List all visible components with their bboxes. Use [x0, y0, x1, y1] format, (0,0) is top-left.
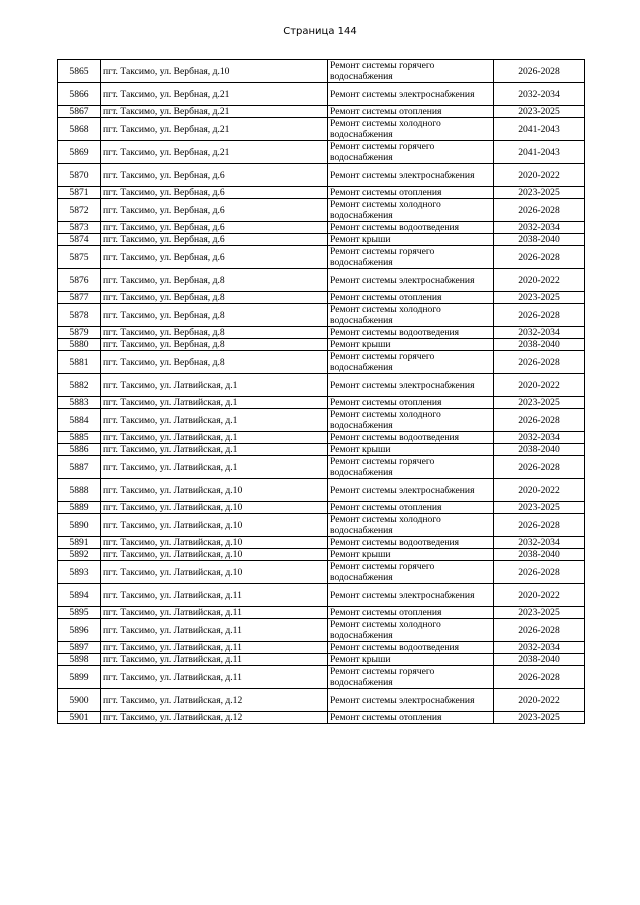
address-cell: пгт. Таксимо, ул. Вербная, д.6: [101, 246, 328, 269]
work-type-cell: Ремонт крыши: [328, 549, 494, 561]
address-cell: пгт. Таксимо, ул. Латвийская, д.10: [101, 479, 328, 502]
row-number-cell: 5897: [58, 642, 101, 654]
row-number-cell: 5899: [58, 666, 101, 689]
work-type-cell: Ремонт системы отопления: [328, 106, 494, 118]
period-cell: 2020-2022: [494, 164, 585, 187]
table-row: [58, 654, 585, 666]
address-cell: пгт. Таксимо, ул. Вербная, д.10: [101, 60, 328, 83]
work-type-cell: Ремонт системы водоотведения: [328, 327, 494, 339]
work-type-cell: Ремонт системы горячего водоснабжения: [328, 60, 494, 83]
period-cell: 2041-2043: [494, 118, 585, 141]
address-cell: пгт. Таксимо, ул. Латвийская, д.1: [101, 409, 328, 432]
row-number-cell: 5886: [58, 444, 101, 456]
work-type-cell: Ремонт крыши: [328, 444, 494, 456]
row-number-cell: 5890: [58, 514, 101, 537]
table-row: [58, 619, 585, 642]
row-number-cell: 5875: [58, 246, 101, 269]
address-cell: пгт. Таксимо, ул. Латвийская, д.10: [101, 537, 328, 549]
table-row: [58, 304, 585, 327]
row-number-cell: 5882: [58, 374, 101, 397]
table-row: [58, 327, 585, 339]
period-cell: 2032-2034: [494, 432, 585, 444]
work-type-cell: Ремонт системы холодного водоснабжения: [328, 118, 494, 141]
address-cell: пгт. Таксимо, ул. Латвийская, д.12: [101, 712, 328, 724]
work-type-cell: Ремонт системы электроснабжения: [328, 83, 494, 106]
address-cell: пгт. Таксимо, ул. Латвийская, д.1: [101, 456, 328, 479]
period-cell: 2026-2028: [494, 60, 585, 83]
work-type-cell: Ремонт системы горячего водоснабжения: [328, 666, 494, 689]
table-row: [58, 164, 585, 187]
table-row: [58, 269, 585, 292]
address-cell: пгт. Таксимо, ул. Латвийская, д.11: [101, 642, 328, 654]
period-cell: 2038-2040: [494, 339, 585, 351]
work-type-cell: Ремонт системы электроснабжения: [328, 269, 494, 292]
address-cell: пгт. Таксимо, ул. Вербная, д.21: [101, 141, 328, 164]
period-cell: 2041-2043: [494, 141, 585, 164]
address-cell: пгт. Таксимо, ул. Латвийская, д.1: [101, 397, 328, 409]
work-type-cell: Ремонт системы электроснабжения: [328, 164, 494, 187]
row-number-cell: 5896: [58, 619, 101, 642]
period-cell: 2023-2025: [494, 187, 585, 199]
row-number-cell: 5887: [58, 456, 101, 479]
address-cell: пгт. Таксимо, ул. Вербная, д.8: [101, 351, 328, 374]
period-cell: 2023-2025: [494, 502, 585, 514]
address-cell: пгт. Таксимо, ул. Вербная, д.6: [101, 234, 328, 246]
period-cell: 2026-2028: [494, 409, 585, 432]
table-row: [58, 118, 585, 141]
table-row: [58, 106, 585, 118]
row-number-cell: 5894: [58, 584, 101, 607]
period-cell: 2032-2034: [494, 83, 585, 106]
table-row: [58, 222, 585, 234]
table-row: [58, 397, 585, 409]
period-cell: 2038-2040: [494, 549, 585, 561]
table-row: [58, 141, 585, 164]
address-cell: пгт. Таксимо, ул. Латвийская, д.10: [101, 561, 328, 584]
address-cell: пгт. Таксимо, ул. Латвийская, д.10: [101, 514, 328, 537]
address-cell: пгт. Таксимо, ул. Вербная, д.6: [101, 222, 328, 234]
work-type-cell: Ремонт системы холодного водоснабжения: [328, 199, 494, 222]
period-cell: 2023-2025: [494, 397, 585, 409]
period-cell: 2023-2025: [494, 106, 585, 118]
address-cell: пгт. Таксимо, ул. Латвийская, д.12: [101, 689, 328, 712]
table-row: [58, 83, 585, 106]
row-number-cell: 5893: [58, 561, 101, 584]
period-cell: 2026-2028: [494, 619, 585, 642]
work-type-cell: Ремонт системы горячего водоснабжения: [328, 246, 494, 269]
period-cell: 2038-2040: [494, 234, 585, 246]
table-row: [58, 666, 585, 689]
address-cell: пгт. Таксимо, ул. Латвийская, д.11: [101, 654, 328, 666]
work-type-cell: Ремонт системы холодного водоснабжения: [328, 409, 494, 432]
address-cell: пгт. Таксимо, ул. Вербная, д.21: [101, 83, 328, 106]
table-row: [58, 187, 585, 199]
row-number-cell: 5874: [58, 234, 101, 246]
period-cell: 2020-2022: [494, 374, 585, 397]
row-number-cell: 5867: [58, 106, 101, 118]
address-cell: пгт. Таксимо, ул. Латвийская, д.10: [101, 549, 328, 561]
row-number-cell: 5866: [58, 83, 101, 106]
period-cell: 2020-2022: [494, 269, 585, 292]
row-number-cell: 5877: [58, 292, 101, 304]
row-number-cell: 5878: [58, 304, 101, 327]
row-number-cell: 5873: [58, 222, 101, 234]
row-number-cell: 5900: [58, 689, 101, 712]
row-number-cell: 5901: [58, 712, 101, 724]
table-row: [58, 339, 585, 351]
row-number-cell: 5889: [58, 502, 101, 514]
row-number-cell: 5892: [58, 549, 101, 561]
table-row: [58, 584, 585, 607]
row-number-cell: 5891: [58, 537, 101, 549]
address-cell: пгт. Таксимо, ул. Вербная, д.8: [101, 292, 328, 304]
address-cell: пгт. Таксимо, ул. Латвийская, д.10: [101, 502, 328, 514]
table-row: [58, 537, 585, 549]
table-row: [58, 351, 585, 374]
period-cell: 2026-2028: [494, 561, 585, 584]
address-cell: пгт. Таксимо, ул. Вербная, д.6: [101, 199, 328, 222]
period-cell: 2032-2034: [494, 642, 585, 654]
row-number-cell: 5871: [58, 187, 101, 199]
work-type-cell: Ремонт системы отопления: [328, 712, 494, 724]
period-cell: 2023-2025: [494, 712, 585, 724]
address-cell: пгт. Таксимо, ул. Вербная, д.8: [101, 327, 328, 339]
row-number-cell: 5865: [58, 60, 101, 83]
table-row: [58, 479, 585, 502]
address-cell: пгт. Таксимо, ул. Латвийская, д.11: [101, 666, 328, 689]
period-cell: 2026-2028: [494, 456, 585, 479]
address-cell: пгт. Таксимо, ул. Вербная, д.8: [101, 269, 328, 292]
period-cell: 2026-2028: [494, 199, 585, 222]
period-cell: 2032-2034: [494, 222, 585, 234]
table-row: [58, 234, 585, 246]
row-number-cell: 5869: [58, 141, 101, 164]
work-type-cell: Ремонт системы отопления: [328, 397, 494, 409]
period-cell: 2032-2034: [494, 327, 585, 339]
table-row: [58, 514, 585, 537]
work-type-cell: Ремонт системы холодного водоснабжения: [328, 304, 494, 327]
table-row: [58, 292, 585, 304]
period-cell: 2032-2034: [494, 537, 585, 549]
work-type-cell: Ремонт системы горячего водоснабжения: [328, 456, 494, 479]
address-cell: пгт. Таксимо, ул. Вербная, д.6: [101, 164, 328, 187]
work-type-cell: Ремонт системы электроснабжения: [328, 584, 494, 607]
row-number-cell: 5895: [58, 607, 101, 619]
address-cell: пгт. Таксимо, ул. Вербная, д.21: [101, 118, 328, 141]
table-row: [58, 409, 585, 432]
work-type-cell: Ремонт системы холодного водоснабжения: [328, 514, 494, 537]
period-cell: 2026-2028: [494, 514, 585, 537]
repair-schedule-body: [58, 60, 585, 724]
work-type-cell: Ремонт системы водоотведения: [328, 222, 494, 234]
address-cell: пгт. Таксимо, ул. Вербная, д.8: [101, 339, 328, 351]
address-cell: пгт. Таксимо, ул. Латвийская, д.1: [101, 444, 328, 456]
row-number-cell: 5888: [58, 479, 101, 502]
period-cell: 2020-2022: [494, 689, 585, 712]
period-cell: 2026-2028: [494, 351, 585, 374]
row-number-cell: 5883: [58, 397, 101, 409]
table-row: [58, 456, 585, 479]
row-number-cell: 5870: [58, 164, 101, 187]
work-type-cell: Ремонт системы водоотведения: [328, 537, 494, 549]
address-cell: пгт. Таксимо, ул. Латвийская, д.1: [101, 432, 328, 444]
table-row: [58, 199, 585, 222]
period-cell: 2026-2028: [494, 304, 585, 327]
period-cell: 2026-2028: [494, 246, 585, 269]
address-cell: пгт. Таксимо, ул. Вербная, д.6: [101, 187, 328, 199]
table-row: [58, 60, 585, 83]
work-type-cell: Ремонт системы горячего водоснабжения: [328, 351, 494, 374]
repair-schedule-table: [57, 59, 585, 724]
table-row: [58, 689, 585, 712]
period-cell: 2020-2022: [494, 479, 585, 502]
row-number-cell: 5898: [58, 654, 101, 666]
work-type-cell: Ремонт системы горячего водоснабжения: [328, 141, 494, 164]
address-cell: пгт. Таксимо, ул. Латвийская, д.1: [101, 374, 328, 397]
table-row: [58, 561, 585, 584]
row-number-cell: 5876: [58, 269, 101, 292]
work-type-cell: Ремонт системы водоотведения: [328, 642, 494, 654]
table-row: [58, 607, 585, 619]
period-cell: 2038-2040: [494, 654, 585, 666]
row-number-cell: 5881: [58, 351, 101, 374]
address-cell: пгт. Таксимо, ул. Латвийская, д.11: [101, 619, 328, 642]
table-row: [58, 642, 585, 654]
period-cell: 2026-2028: [494, 666, 585, 689]
row-number-cell: 5880: [58, 339, 101, 351]
work-type-cell: Ремонт системы электроснабжения: [328, 689, 494, 712]
work-type-cell: Ремонт системы электроснабжения: [328, 479, 494, 502]
work-type-cell: Ремонт крыши: [328, 654, 494, 666]
work-type-cell: Ремонт системы водоотведения: [328, 432, 494, 444]
table-row: [58, 502, 585, 514]
table-row: [58, 432, 585, 444]
address-cell: пгт. Таксимо, ул. Вербная, д.8: [101, 304, 328, 327]
work-type-cell: Ремонт системы отопления: [328, 187, 494, 199]
work-type-cell: Ремонт системы отопления: [328, 607, 494, 619]
row-number-cell: 5872: [58, 199, 101, 222]
work-type-cell: Ремонт системы холодного водоснабжения: [328, 619, 494, 642]
row-number-cell: 5868: [58, 118, 101, 141]
table-row: [58, 549, 585, 561]
work-type-cell: Ремонт системы отопления: [328, 292, 494, 304]
period-cell: 2023-2025: [494, 292, 585, 304]
work-type-cell: Ремонт системы электроснабжения: [328, 374, 494, 397]
period-cell: 2038-2040: [494, 444, 585, 456]
table-row: [58, 444, 585, 456]
row-number-cell: 5879: [58, 327, 101, 339]
address-cell: пгт. Таксимо, ул. Вербная, д.21: [101, 106, 328, 118]
table-row: [58, 712, 585, 724]
work-type-cell: Ремонт крыши: [328, 234, 494, 246]
period-cell: 2020-2022: [494, 584, 585, 607]
table-row: [58, 374, 585, 397]
work-type-cell: Ремонт системы отопления: [328, 502, 494, 514]
page-number-header: Страница 144: [283, 26, 357, 37]
row-number-cell: 5885: [58, 432, 101, 444]
row-number-cell: 5884: [58, 409, 101, 432]
table-row: [58, 246, 585, 269]
address-cell: пгт. Таксимо, ул. Латвийская, д.11: [101, 584, 328, 607]
work-type-cell: Ремонт крыши: [328, 339, 494, 351]
address-cell: пгт. Таксимо, ул. Латвийская, д.11: [101, 607, 328, 619]
period-cell: 2023-2025: [494, 607, 585, 619]
work-type-cell: Ремонт системы горячего водоснабжения: [328, 561, 494, 584]
